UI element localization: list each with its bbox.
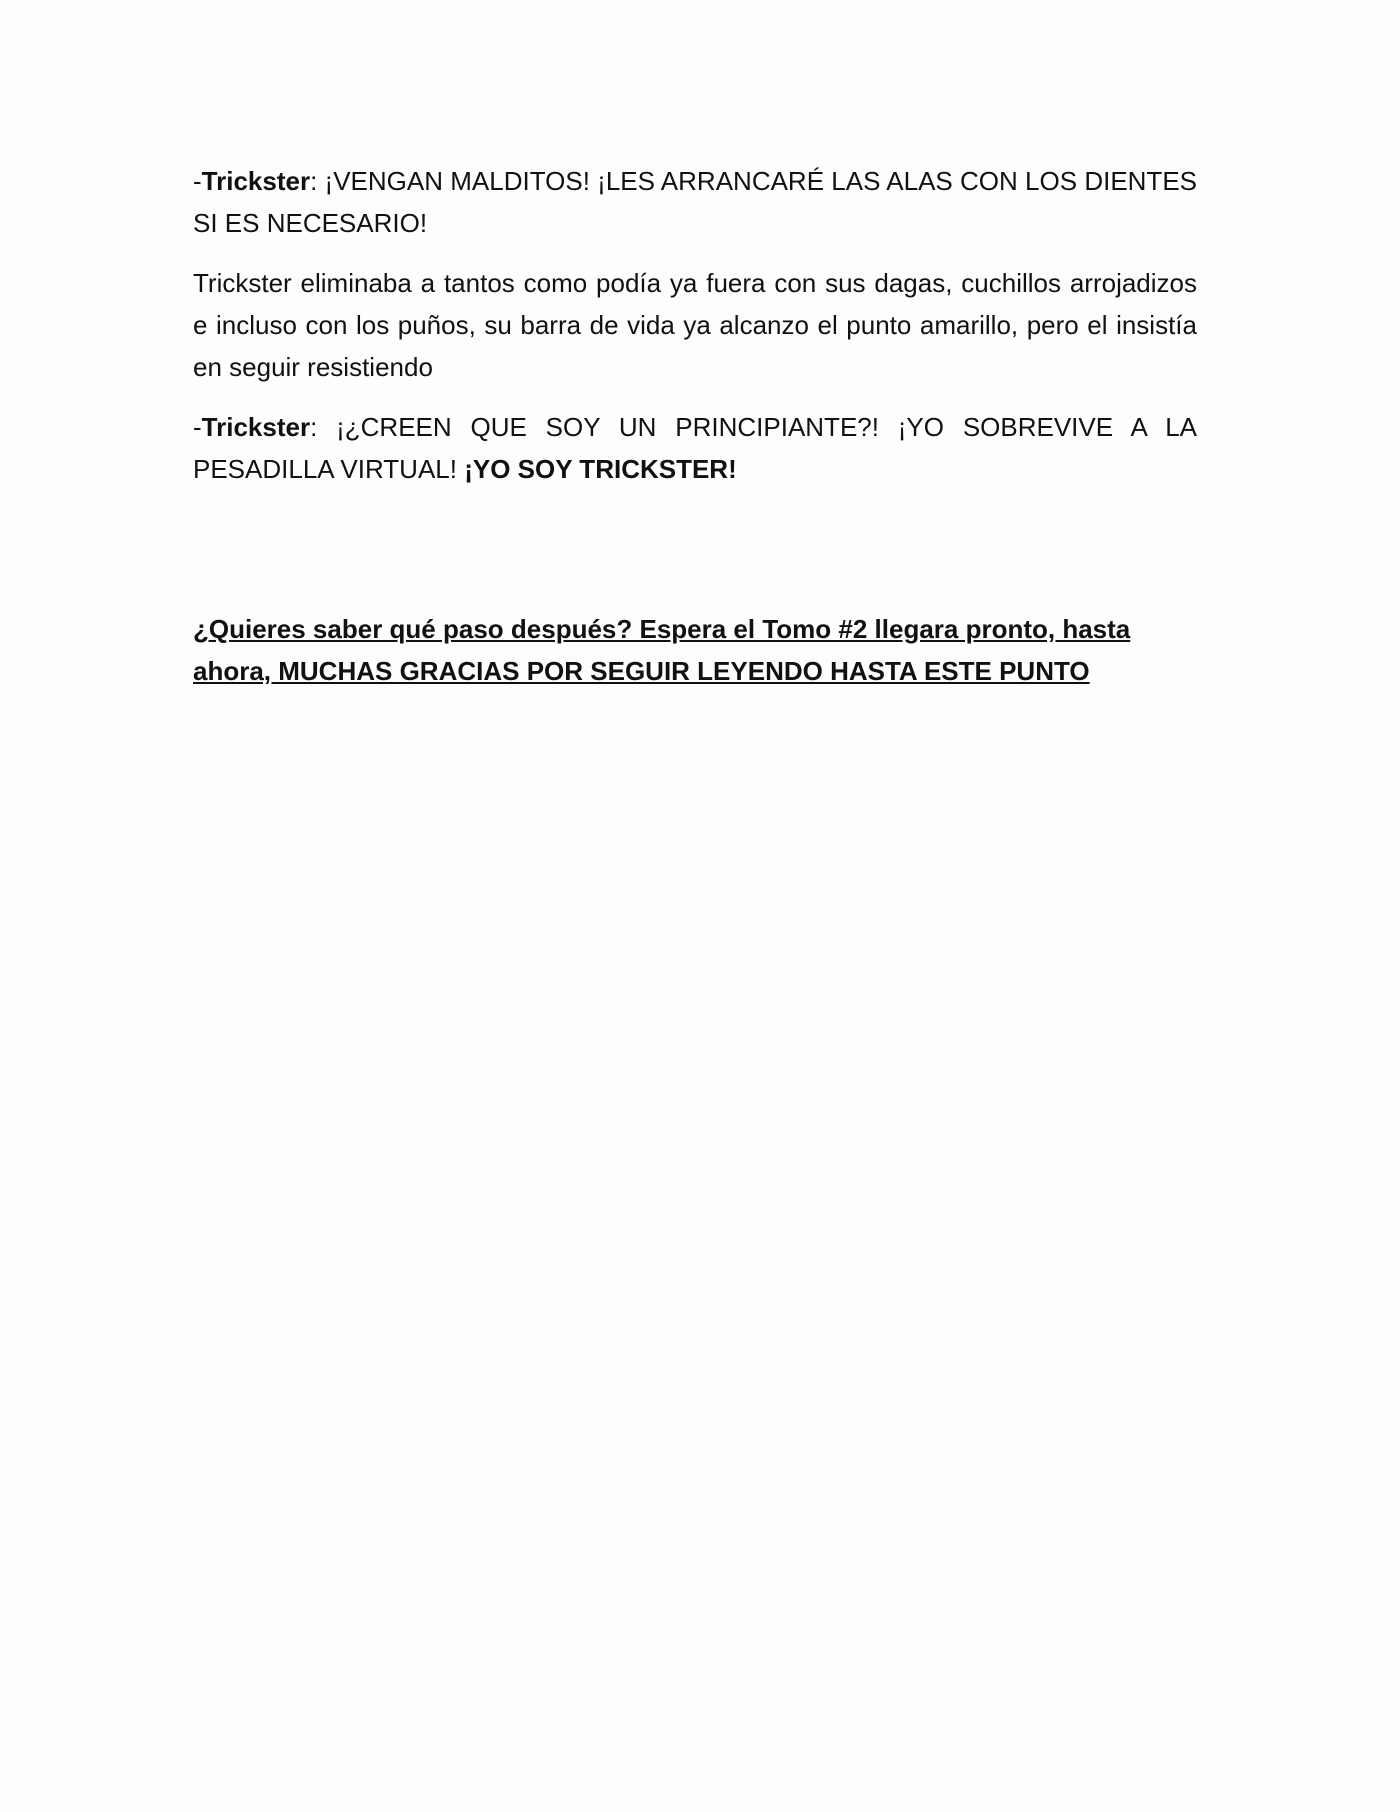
dialogue-text: : ¡VENGAN MALDITOS! ¡LES ARRANCARÉ LAS ALAS CON LOS DIENTES SI ES NECESARIO! [193, 166, 1197, 238]
speaker-name: Trickster [201, 166, 311, 196]
dialogue-paragraph-1 [193, 160, 1197, 244]
narration-paragraph: Trickster eliminaba a tantos como podía ya fuera con sus dagas, cuchillos arrojadizos e incluso con los puños, su barra de vida ya alcanzo el punto amarillo, pero el insistía en seguir resistiendo [193, 268, 1197, 382]
closing-note: ¿Quieres saber qué paso después? Espera el Tomo #2 llegara pronto, hasta ahora, MUCHAS GRACIAS POR SEGUIR LEYENDO HASTA ESTE PUNTO [193, 614, 1131, 686]
dialogue-emphasis: ¡YO SOY TRICKSTER! [464, 454, 737, 484]
speaker-name: Trickster [201, 412, 311, 442]
dialogue-paragraph-2 [193, 406, 1197, 490]
document-page [193, 160, 1197, 710]
dialogue-text: : ¡¿CREEN QUE SOY UN PRINCIPIANTE?! ¡YO SOBREVIVE A LA PESADILLA VIRTUAL! [193, 412, 1197, 484]
dialogue-dash: - [193, 166, 202, 196]
dialogue-dash: - [193, 412, 202, 442]
